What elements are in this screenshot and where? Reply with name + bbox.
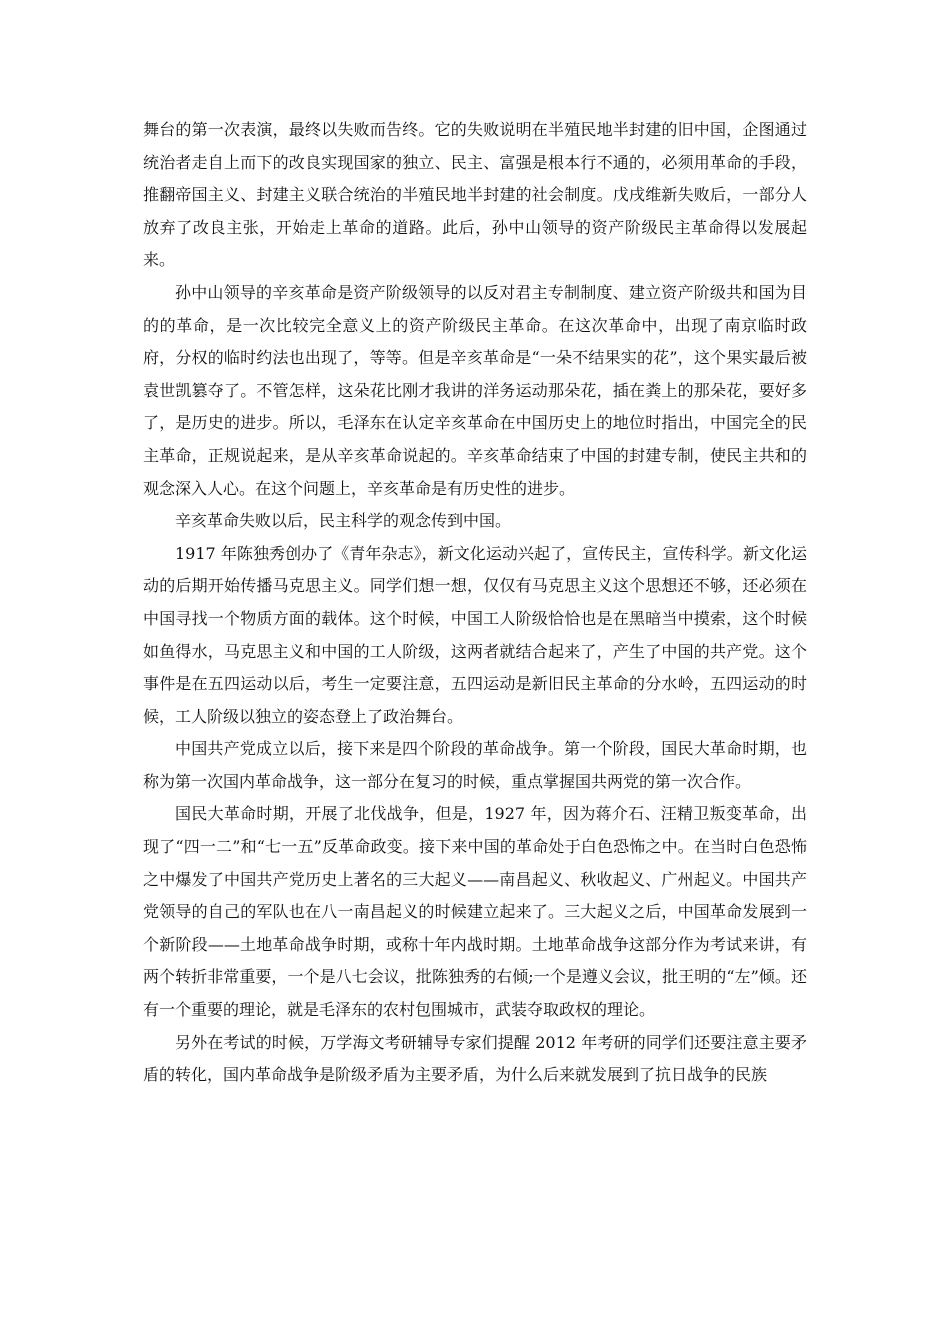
paragraph-after-xinhai: 辛亥革命失败以后，民主科学的观念传到中国。 (175, 511, 512, 531)
paragraph-xinhai-revolution: 孙中山领导的辛亥革命是资产阶级领导的以反对君主专制制度、建立资产阶级共和国为目的的革命，是一次比较完全意义上的资产阶级民主革命。在这次革命中，出现了南京临时政府，分权的临时约法也出现了，等等。但是辛亥革命是“一朵不结果实的花”，这个果实最后被袁世凯篡夺了。不管怎样，这朵花比刚才我讲的洋务运动那朵花，插在粪上的那朵花，要好多了，是历史的进步。所以，毛泽东在认定辛亥革命在中国历史上的地位时指出，中国完全的民主革命，正规说起来，是从辛亥革命说起的。辛亥革命结束了中国的封建专制，使民主共和的观念深入人心。在这个问题上，辛亥革命是有历史性的进步。 (143, 282, 807, 498)
paragraph-new-culture-movement: 1917 年陈独秀创办了《青年杂志》，新文化运动兴起了，宣传民主，宣传科学。新文化运动的后期开始传播马克思主义。同学们想一想，仅仅有马克思主义这个思想还不够，还必须在中国寻找一个物质方面的载体。这个时候，中国工人阶级恰恰也是在黑暗当中摸索，这个时候如鱼得水，马克思主义和中国的工人阶级，这两者就结合起来了，产生了中国的共产党。这个事件是在五四运动以后，考生一定要注意，五四运动是新旧民主革命的分水岭，五四运动的时候，工人阶级以独立的姿态登上了政治舞台。 (143, 543, 807, 726)
paragraph-national-revolution: 国民大革命时期，开展了北伐战争，但是，1927 年，因为蒋介石、汪精卫叛变革命，出现了“四一二”和“七一五”反革命政变。接下来中国的革命处于白色恐怖之中。在当时白色恐怖之中爆发了中国共产党历史上著名的三大起义——南昌起义、秋收起义、广州起义。中国共产党领导的自己的军队也在八一南昌起义的时候建立起来了。三大起义之后，中国革命发展到一个新阶段——土地革命战争时期，或称十年内战时期。土地革命战争这部分作为考试来讲，有两个转折非常重要，一个是八七会议，批陈独秀的右倾;一个是遵义会议，批王明的“左”倾。还有一个重要的理论，就是毛泽东的农村包围城市，武装夺取政权的理论。 (143, 804, 807, 1020)
paragraph-continuation: 舞台的第一次表演，最终以失败而告终。它的失败说明在半殖民地半封建的旧中国，企图通过统治者走自上而下的改良实现国家的独立、民主、富强是根本行不通的，必须用革命的手段，推翻帝国主义、封建主义联合统治的半殖民地半封建的社会制度。戊戌维新失败后，一部分人放弃了改良主张，开始走上革命的道路。此后，孙中山领导的资产阶级民主革命得以发展起来。 (143, 120, 807, 270)
document-body (143, 114, 807, 1092)
paragraph-four-stages: 中国共产党成立以后，接下来是四个阶段的革命战争。第一个阶段，国民大革命时期，也称为第一次国内革命战争，这一部分在复习的时候，重点掌握国共两党的第一次合作。 (143, 739, 807, 791)
paragraph-exam-note: 另外在考试的时候，万学海文考研辅导专家们提醒 2012 年考研的同学们还要注意主要矛盾的转化，国内革命战争是阶级矛盾为主要矛盾，为什么后来就发展到了抗日战争的民族 (143, 1032, 807, 1085)
